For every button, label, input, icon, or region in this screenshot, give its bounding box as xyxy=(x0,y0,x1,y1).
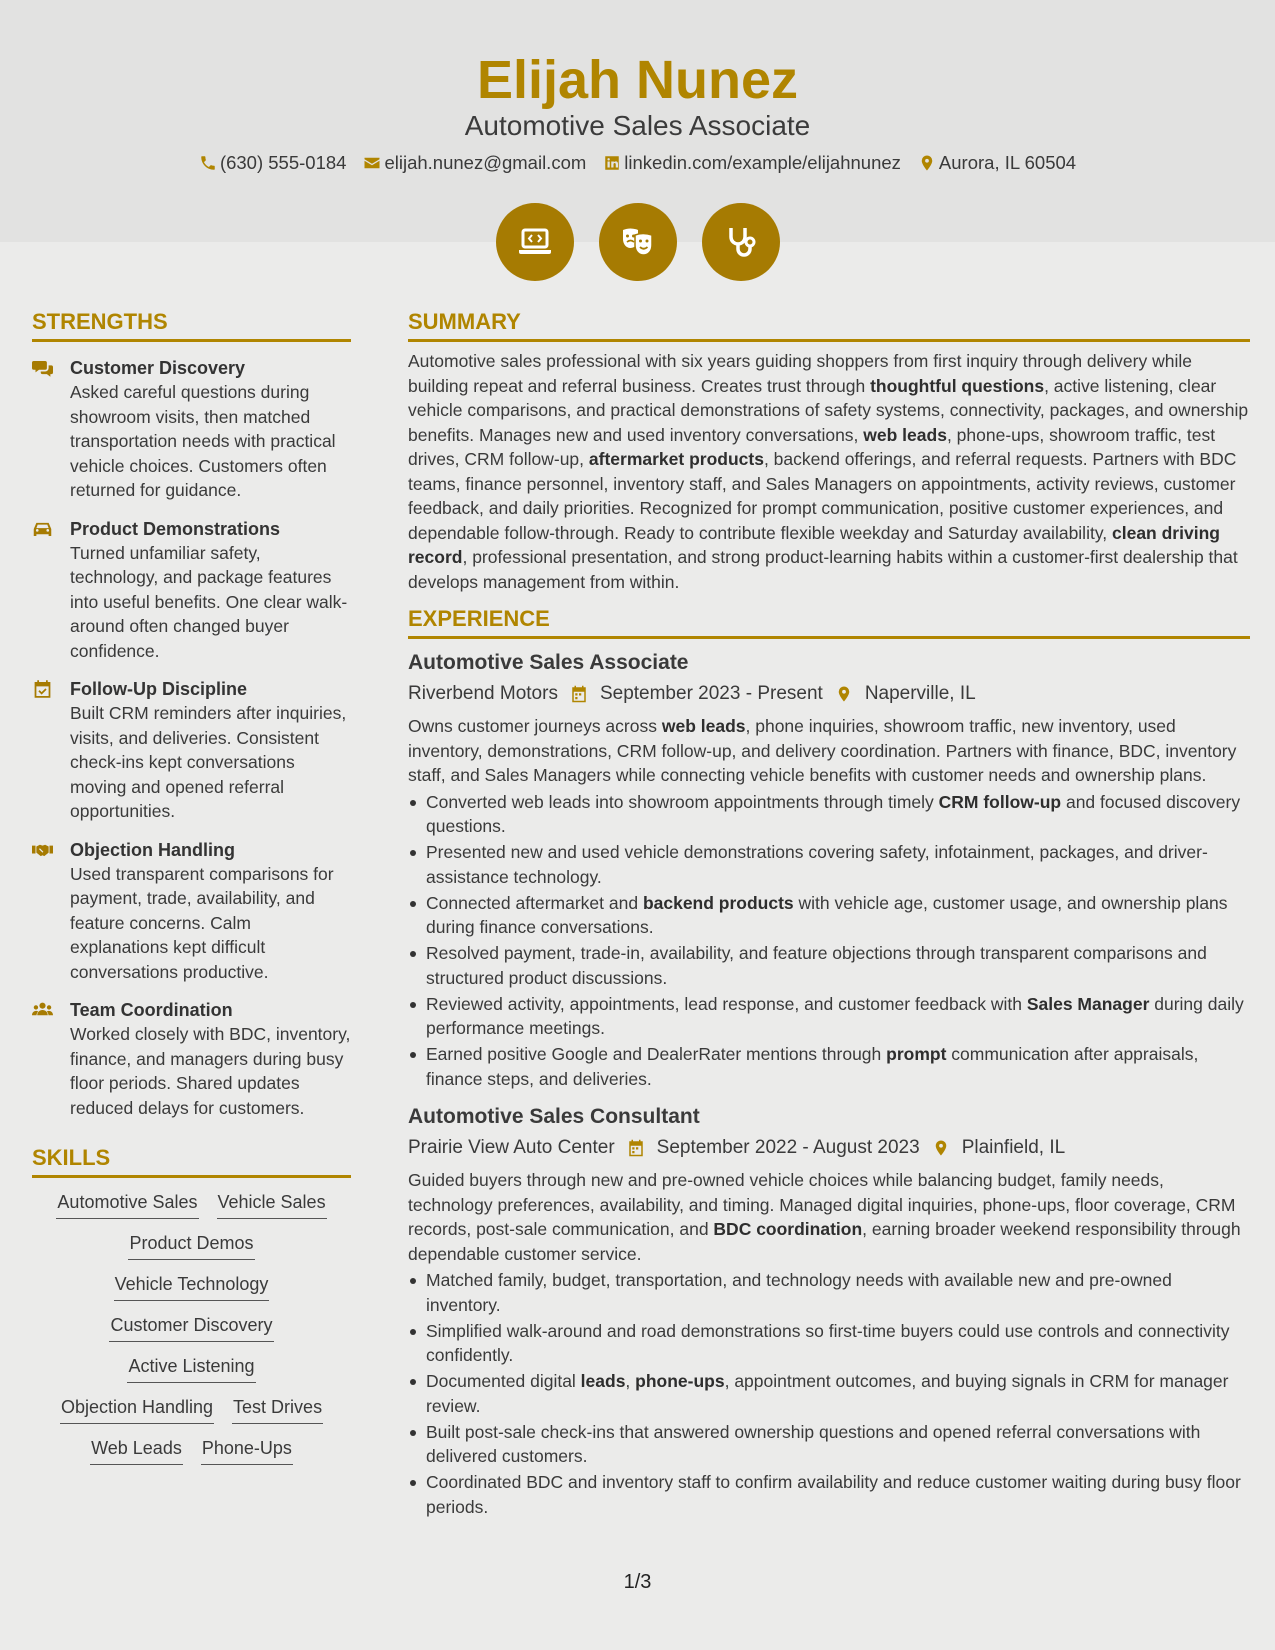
interest-badges xyxy=(0,203,1275,281)
emphasis-text: leads xyxy=(580,1371,626,1391)
job-meta xyxy=(408,681,1250,707)
skill-row xyxy=(32,1395,351,1424)
skill-tag: Customer Discovery xyxy=(109,1313,273,1342)
emphasis-text: phone-ups xyxy=(635,1371,725,1391)
emphasis-text: Sales Manager xyxy=(1026,993,1150,1014)
strength-item xyxy=(32,356,351,503)
bullet-item xyxy=(408,992,1250,1041)
body-text: Documented digital xyxy=(426,1371,581,1391)
body-text: and focused discovery questions. xyxy=(426,791,1241,836)
job-company: Riverbend Motors xyxy=(408,683,558,704)
calendar-icon xyxy=(570,684,588,704)
envelope-icon xyxy=(363,154,381,172)
linkedin-text[interactable]: linkedin.com/example/elijahnunez xyxy=(624,152,901,173)
body-text: Coordinated BDC and inventory staff to confirm availability and reduce customer waiting during busy floor periods. xyxy=(426,1472,1241,1517)
emphasis-text: clean driving record xyxy=(408,522,1220,567)
body-text: Simplified walk-around and road demonstrations so first-time buyers could use controls and connectivity confidently. xyxy=(426,1320,1230,1365)
emphasis-text: web leads xyxy=(863,424,947,445)
strengths-heading: STRENGTHS xyxy=(32,308,351,342)
emphasis-text: thoughtful questions xyxy=(870,375,1045,396)
emphasis-text: CRM follow-up xyxy=(938,791,1062,812)
stethoscope-icon xyxy=(702,203,780,281)
strength-desc: Built CRM reminders after inquiries, visits, and deliveries. Consistent check-ins kept conversations moving and opened referral opportunities. xyxy=(70,703,347,821)
body-text: Earned positive Google and DealerRater mentions through xyxy=(426,1044,887,1064)
summary-heading: SUMMARY xyxy=(408,308,1250,342)
strength-desc: Worked closely with BDC, inventory, finance, and managers during busy floor periods. Shared updates reduced delays for customers. xyxy=(70,1024,351,1118)
strength-item xyxy=(32,998,351,1120)
bullet-item xyxy=(408,1369,1250,1418)
body-text: , xyxy=(625,1371,636,1391)
skill-tag: Active Listening xyxy=(127,1354,255,1383)
job-entry xyxy=(408,1103,1250,1519)
summary-text xyxy=(408,349,1250,594)
body-text: during daily performance meetings. xyxy=(426,993,1244,1038)
linkedin-icon xyxy=(603,154,621,172)
job-meta xyxy=(408,1135,1250,1161)
body-text: Owns customer journeys across xyxy=(408,716,662,736)
strength-title: Objection Handling xyxy=(70,839,235,860)
job-dates: September 2023 - Present xyxy=(599,683,823,704)
contact-email[interactable] xyxy=(363,151,586,175)
calendar-check-icon xyxy=(32,680,53,698)
strength-desc: Turned unfamiliar safety, technology, and package features into useful benefits. One clear walk-around often changed buyer confidence. xyxy=(70,542,348,661)
job-description xyxy=(408,1168,1250,1266)
strength-title: Team Coordination xyxy=(70,1000,233,1020)
map-pin-icon xyxy=(932,1138,950,1158)
strength-title: Customer Discovery xyxy=(70,358,246,378)
experience-heading: EXPERIENCE xyxy=(408,605,1250,639)
strength-desc: Asked careful questions during showroom visits, then matched transportation needs with practical vehicle choices. Customers often returned for guidance. xyxy=(70,382,336,500)
strength-item xyxy=(32,517,351,664)
bullet-item xyxy=(408,1420,1250,1469)
phone-icon xyxy=(199,154,217,172)
body-text: Automotive sales professional with six years guiding shoppers from first inquiry through delivery while building repeat and referral business. Creates trust through xyxy=(408,351,1192,396)
candidate-title: Automotive Sales Associate xyxy=(464,110,811,141)
job-location: Naperville, IL xyxy=(864,683,976,704)
emphasis-text: backend products xyxy=(642,892,794,913)
map-pin-icon xyxy=(918,154,936,172)
car-icon xyxy=(32,520,53,538)
skill-row xyxy=(32,1313,351,1342)
body-text: , appointment outcomes, and buying signals in CRM for manager review. xyxy=(426,1371,1229,1416)
body-text: , professional presentation, and strong product-learning habits within a customer-first dealership that develops management from within. xyxy=(408,547,1238,592)
body-text: Connected aftermarket and xyxy=(426,892,643,913)
body-text: , phone inquiries, showroom traffic, new inventory, used inventory, demonstrations, CRM follow-up, and delivery coordination. Partners with finance, BDC, inventory staff, and Sales Managers while connecting vehicle benefits with customer needs and ownership plans. xyxy=(408,716,1237,785)
strength-item xyxy=(32,677,351,824)
body-text: Resolved payment, trade-in, availability, and feature objections through transparent comparisons and structured product discussions. xyxy=(426,943,1207,988)
body-text: Matched family, budget, transportation, and technology needs with available new and pre-owned inventory. xyxy=(426,1270,1172,1315)
body-text: Built post-sale check-ins that answered ownership questions and opened referral conversations with delivered customers. xyxy=(426,1421,1201,1466)
body-text: Guided buyers through new and pre-owned vehicle choices while balancing budget, family needs, technology preferences, availability, and timing. Managed digital inquiries, phone-ups, floor coverage, CRM records, post-sale communication, and xyxy=(408,1170,1236,1239)
strength-item xyxy=(32,838,351,985)
skill-row xyxy=(32,1190,351,1219)
body-text: with vehicle age, customer usage, and ownership plans during finance conversations. xyxy=(426,892,1228,937)
job-role: Automotive Sales Consultant xyxy=(408,1105,700,1128)
bullet-item xyxy=(408,840,1250,889)
job-dates: September 2022 - August 2023 xyxy=(656,1137,920,1158)
skill-tag: Product Demos xyxy=(128,1231,254,1260)
bullet-item xyxy=(408,941,1250,990)
job-company: Prairie View Auto Center xyxy=(408,1137,615,1158)
emphasis-text: BDC coordination xyxy=(713,1219,863,1239)
job-role: Automotive Sales Associate xyxy=(408,651,689,674)
body-text: Converted web leads into showroom appointments through timely xyxy=(426,791,939,812)
theater-masks-icon xyxy=(599,203,677,281)
calendar-icon xyxy=(627,1138,645,1158)
bullet-item xyxy=(408,1470,1250,1519)
skills-heading: SKILLS xyxy=(32,1144,351,1178)
handshake-icon xyxy=(32,841,53,859)
candidate-name: Elijah Nunez xyxy=(476,50,799,110)
users-icon xyxy=(32,1001,53,1019)
comments-icon xyxy=(32,359,53,377)
skill-tag: Vehicle Sales xyxy=(217,1190,327,1219)
skill-tag: Phone-Ups xyxy=(201,1436,293,1465)
body-text: , backend offerings, and referral requests. Partners with BDC teams, finance personnel, inventory staff, and Sales Managers on appointments, activity reviews, customer feedback, and daily priorities. Recognized for prompt communication, positive customer experiences, and dependable follow-through. Ready to contribute flexible weekday and Saturday availability, xyxy=(408,449,1237,543)
body-text: Reviewed activity, appointments, lead response, and customer feedback with xyxy=(426,993,1027,1014)
strength-title: Product Demonstrations xyxy=(70,518,281,539)
left-column xyxy=(32,308,351,1465)
contact-linkedin[interactable] xyxy=(603,151,901,175)
location-text: Aurora, IL 60504 xyxy=(938,152,1077,173)
map-pin-icon xyxy=(835,684,853,704)
skill-tag: Web Leads xyxy=(90,1436,183,1465)
skill-row xyxy=(32,1436,351,1465)
job-location: Plainfield, IL xyxy=(961,1137,1066,1158)
phone-text: (630) 555-0184 xyxy=(219,152,347,173)
job-description xyxy=(408,714,1250,788)
skill-tag: Automotive Sales xyxy=(56,1190,198,1219)
email-text[interactable]: elijah.nunez@gmail.com xyxy=(384,152,587,173)
job-entry xyxy=(408,649,1250,1091)
strength-desc: Used transparent comparisons for payment, trade, availability, and feature concerns. Calm explanations kept difficult conversations productive. xyxy=(70,863,334,982)
body-text: , earning broader weekend responsibility through dependable customer service. xyxy=(408,1219,1241,1264)
right-column xyxy=(408,308,1250,1519)
skill-row xyxy=(32,1354,351,1383)
skill-tag: Vehicle Technology xyxy=(114,1272,270,1301)
bullet-item xyxy=(408,891,1250,940)
contact-bar xyxy=(0,151,1275,175)
emphasis-text: aftermarket products xyxy=(588,449,764,469)
bullet-item xyxy=(408,790,1250,839)
strength-title: Follow-Up Discipline xyxy=(70,679,248,699)
page-number: 1/3 xyxy=(623,1571,652,1593)
job-bullets xyxy=(408,1268,1250,1519)
body-text: , active listening, clear vehicle comparisons, and practical demonstrations of safety systems, connectivity, packages, and ownership benefits. Manages new and used inventory conversations, xyxy=(408,375,1249,445)
body-text: Presented new and used vehicle demonstrations covering safety, infotainment, packages, and driver-assistance technology. xyxy=(426,842,1208,887)
contact-phone xyxy=(199,151,347,175)
skill-tag: Objection Handling xyxy=(60,1395,214,1424)
body-text: communication after appraisals, finance steps, and deliveries. xyxy=(426,1044,1199,1089)
skill-row xyxy=(32,1231,351,1260)
bullet-item xyxy=(408,1042,1250,1091)
emphasis-text: web leads xyxy=(661,716,746,736)
contact-location xyxy=(918,151,1076,175)
emphasis-text: prompt xyxy=(886,1044,947,1064)
skill-tag: Test Drives xyxy=(232,1395,323,1424)
skills-list xyxy=(32,1190,351,1465)
skill-row xyxy=(32,1272,351,1301)
job-bullets xyxy=(408,790,1250,1092)
bullet-item xyxy=(408,1268,1250,1317)
body-text: , phone-ups, showroom traffic, test drives, CRM follow-up, xyxy=(408,424,1216,469)
bullet-item xyxy=(408,1319,1250,1368)
laptop-code-icon xyxy=(496,203,574,281)
